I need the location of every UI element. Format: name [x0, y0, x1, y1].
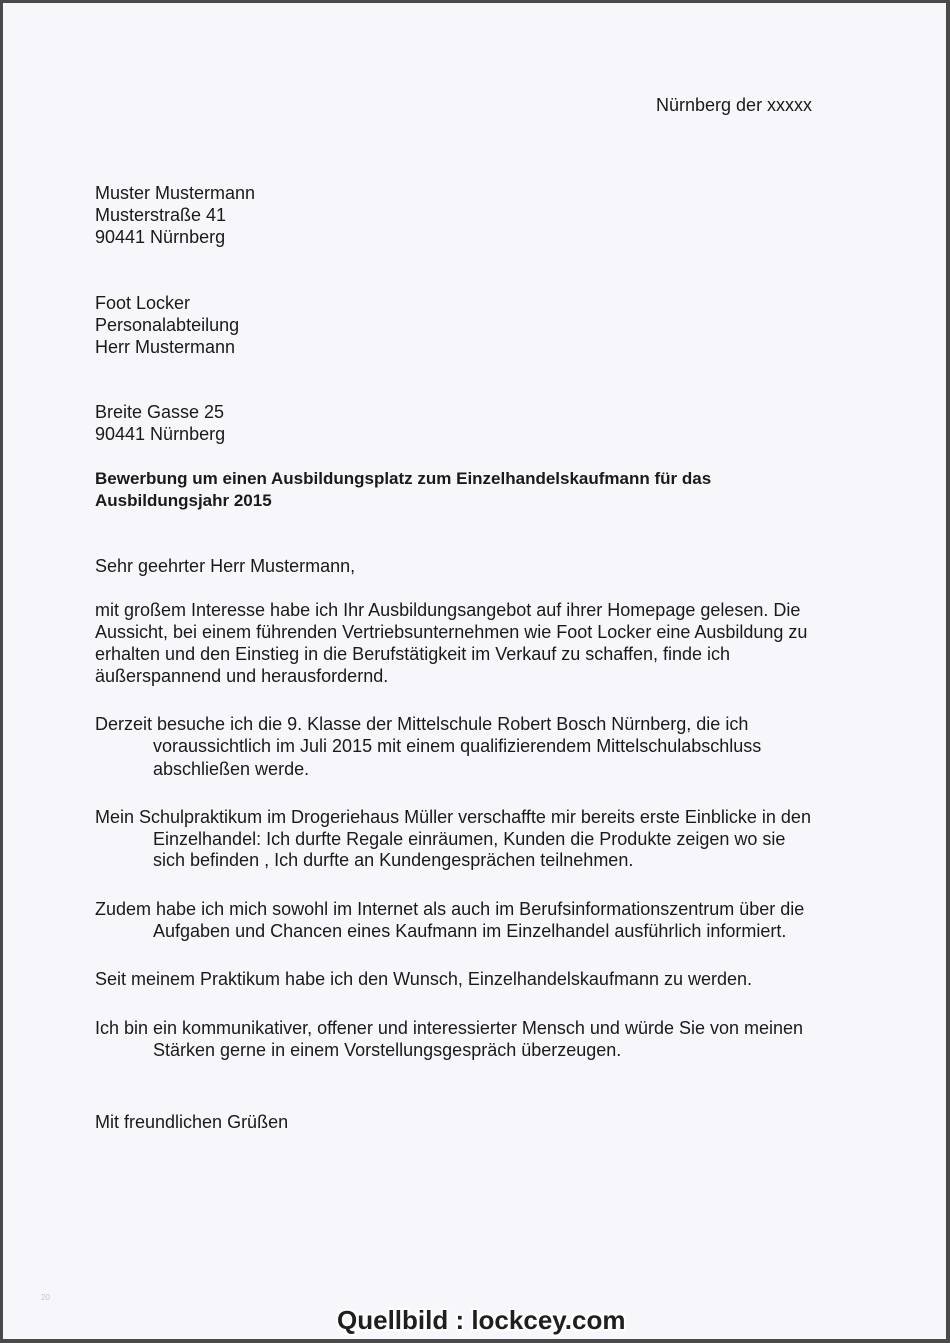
salutation: Sehr geehrter Herr Mustermann,: [95, 556, 356, 576]
paragraph-line: Ich bin ein kommunikativer, offener und interessierter Mensch und würde Sie von meinen: [95, 1018, 804, 1038]
paragraph-line: Aufgaben und Chancen eines Kaufmann im Einzelhandel ausführlich informiert.: [153, 921, 787, 941]
date-line: Nürnberg der xxxxx: [656, 95, 813, 115]
paragraph-line: Seit meinem Praktikum habe ich den Wunsch, Einzelhandelskaufmann zu werden.: [95, 969, 753, 989]
page-number: 20: [41, 1293, 50, 1302]
recipient-company: Foot Locker: [95, 293, 191, 313]
paragraph-line: Derzeit besuche ich die 9. Klasse der Mittelschule Robert Bosch Nürnberg, die ich: [95, 714, 749, 734]
paragraph-line: äußerspannend und herausfordernd.: [95, 666, 389, 686]
subject-line-1: Bewerbung um einen Ausbildungsplatz zum Einzelhandelskaufmann für das: [95, 469, 712, 488]
paragraph-line: Mein Schulpraktikum im Drogeriehaus Müller verschaffte mir bereits erste Einblicke in den: [95, 807, 811, 827]
paragraph-line: Aussicht, bei einem führenden Vertriebsunternehmen wie Foot Locker eine Ausbildung zu: [95, 622, 808, 642]
paragraph-line: voraussichtlich im Juli 2015 mit einem qualifizierendem Mittelschulabschluss: [153, 736, 762, 756]
paragraph-line: mit großem Interesse habe ich Ihr Ausbildungsangebot auf ihrer Homepage gelesen. Die: [95, 600, 801, 620]
recipient-department: Personalabteilung: [95, 315, 240, 335]
sender-city: 90441 Nürnberg: [95, 227, 226, 247]
recipient-street: Breite Gasse 25: [95, 402, 225, 422]
subject-line-2: Ausbildungsjahr 2015: [95, 491, 272, 510]
recipient-city: 90441 Nürnberg: [95, 424, 226, 444]
closing: Mit freundlichen Grüßen: [95, 1112, 289, 1132]
source-watermark: Quellbild : lockcey.com: [337, 1305, 626, 1335]
paragraph-line: Stärken gerne in einem Vorstellungsgespräch überzeugen.: [153, 1040, 622, 1060]
sender-street: Musterstraße 41: [95, 205, 227, 225]
recipient-contact: Herr Mustermann: [95, 337, 236, 357]
letter-page: [3, 3, 946, 1339]
paragraph-line: Zudem habe ich mich sowohl im Internet als auch im Berufsinformationszentrum über die: [95, 899, 805, 919]
sender-name: Muster Mustermann: [95, 183, 256, 203]
paragraph-line: Einzelhandel: Ich durfte Regale einräumen, Kunden die Produkte zeigen wo sie: [153, 829, 786, 849]
paragraph-line: erhalten und den Einstieg in die Berufstätigkeit im Verkauf zu schaffen, finde ich: [95, 644, 731, 664]
paragraph-line: abschließen werde.: [153, 759, 310, 779]
paragraph-line: sich befinden , Ich durfte an Kundengesprächen teilnehmen.: [153, 850, 634, 870]
